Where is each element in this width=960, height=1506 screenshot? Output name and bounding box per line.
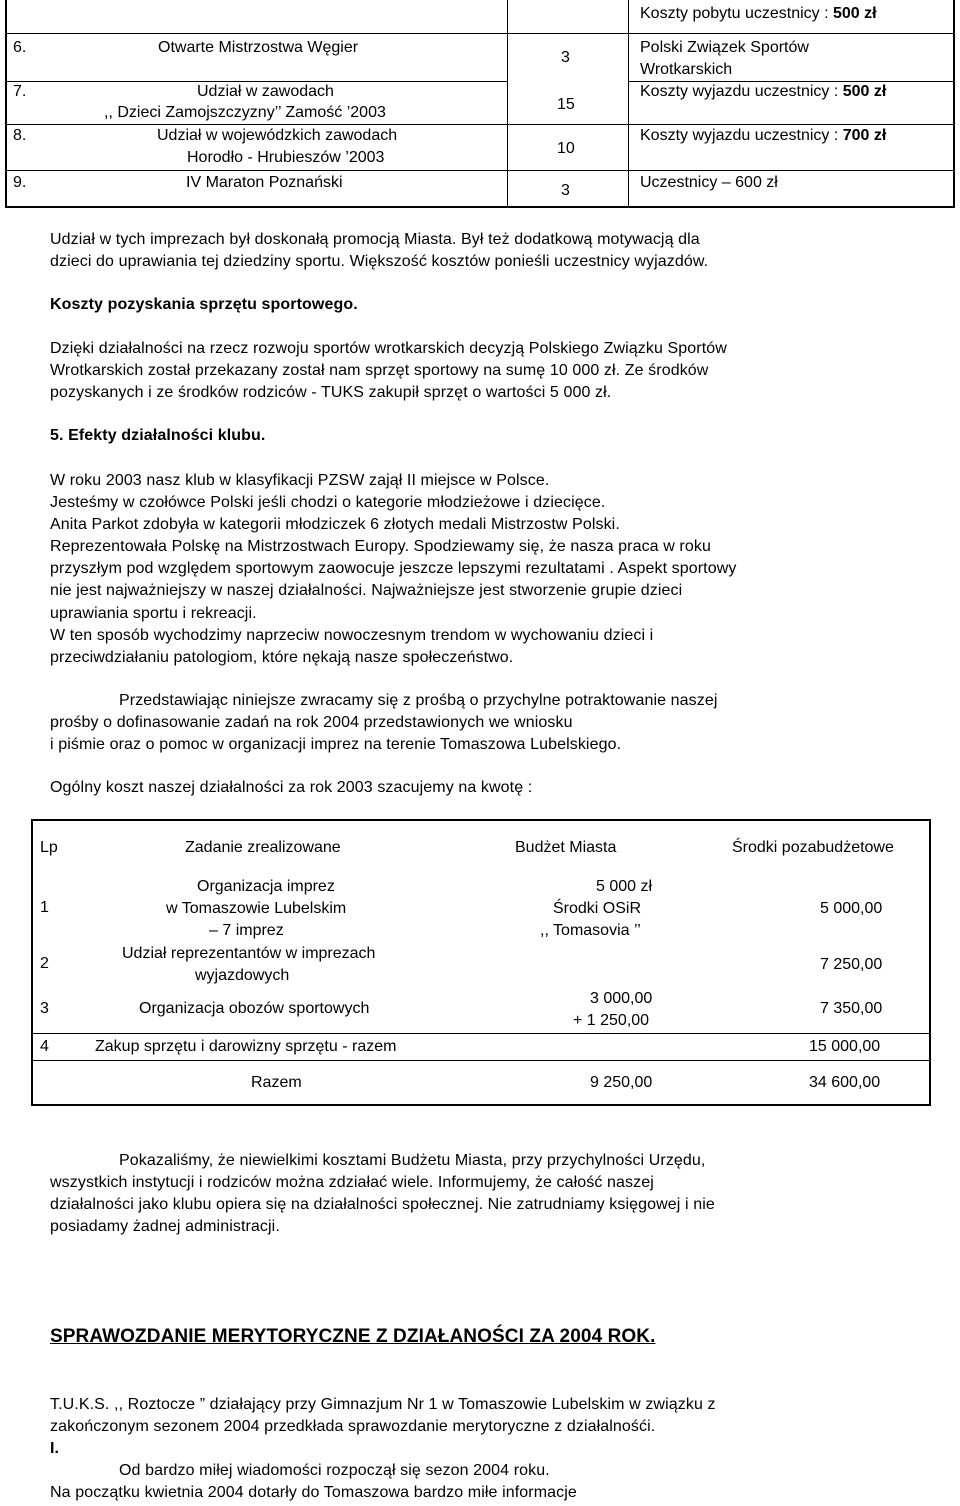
- para3-line: przyszłym pod względem sportowym zaowocuje jeszcze lepszymi rezultatami . Aspekt sportowy: [50, 560, 737, 577]
- row7-num: 7.: [13, 83, 27, 100]
- cost-intro: Ogólny koszt naszej działalności za rok 2003 szacujemy na kwotę :: [50, 779, 533, 796]
- row7-note: Koszty wyjazdu uczestnicy : 500 zł: [640, 83, 887, 100]
- para5-line2: wszystkich instytucji i rodziców można zdziałać wiele. Informujemy, że całość naszej: [50, 1174, 654, 1191]
- r4-lp: 4: [40, 1038, 49, 1055]
- para5-line4: posiadamy żadnej administracji.: [50, 1218, 280, 1235]
- para3-line: W roku 2003 nasz klub w klasyfikacji PZSW zajął II miejsce w Polsce.: [50, 472, 550, 489]
- para3-line: W ten sposób wychodzimy naprzeciw nowoczesnym trendom w wychowaniu dzieci i: [50, 627, 654, 644]
- row6-count: 3: [561, 49, 570, 66]
- r1-task3: – 7 imprez: [209, 922, 284, 939]
- para3-line: uprawiania sportu i rekreacji.: [50, 605, 257, 622]
- row6-note2: Wrotkarskich: [640, 61, 733, 78]
- row9-count: 3: [561, 182, 570, 199]
- heading-equipment: Koszty pozyskania sprzętu sportowego.: [50, 296, 358, 313]
- para3-line: przeciwdziałaniu patologiom, które nękają nasze społeczeństwo.: [50, 649, 514, 666]
- r3-task: Organizacja obozów sportowych: [139, 1000, 370, 1017]
- r2-other: 7 250,00: [820, 956, 883, 973]
- row7-name2: ,, Dzieci Zamojszczyzny’’ Zamość ’2003: [104, 104, 386, 121]
- para4-line3: i piśmie oraz o pomoc w organizacji imprez na terenie Tomaszowa Lubelskiego.: [50, 736, 622, 753]
- header-lp: Lp: [40, 839, 58, 856]
- row7-name1: Udział w zawodach: [197, 83, 334, 100]
- row9-note: Uczestnicy – 600 zł: [640, 174, 778, 191]
- para3-line: Reprezentowała Polskę na Mistrzostwach Europy. Spodziewamy się, że nasza praca w roku: [50, 538, 711, 555]
- r2-task1: Udział reprezentantów w imprezach: [122, 945, 376, 962]
- row6-note1: Polski Związek Sportów: [640, 39, 809, 56]
- para3-line: nie jest najważniejszy w naszej działalności. Najważniejsze jest stworzenie grupie dzieci: [50, 582, 683, 599]
- report-title: SPRAWOZDANIE MERYTORYCZNE Z DZIAŁANOŚCI ZA 2004 ROK.: [50, 1326, 656, 1347]
- r1-task2: w Tomaszowie Lubelskim: [166, 900, 347, 917]
- total-other: 34 600,00: [809, 1074, 881, 1091]
- row7-count: 15: [557, 96, 575, 113]
- para6-line4: Od bardzo miłej wiadomości rozpoczął się sezon 2004 roku.: [119, 1462, 550, 1479]
- row9-name: IV Maraton Poznański: [186, 174, 343, 191]
- para6-line3: I.: [50, 1440, 60, 1457]
- r1-lp: 1: [40, 899, 49, 916]
- para6-line5: Na początku kwietnia 2004 dotarły do Tomaszowa bardzo miłe informacje: [50, 1484, 577, 1501]
- row8-note: Koszty wyjazdu uczestnicy : 700 zł: [640, 127, 887, 144]
- row6-num: 6.: [13, 39, 27, 56]
- r3-city1: 3 000,00: [590, 990, 653, 1007]
- para6-line2: zakończonym sezonem 2004 przedkłada sprawozdanie merytoryczne z działalnośći.: [50, 1418, 656, 1435]
- r1-city1: 5 000 zł: [596, 878, 653, 895]
- total-city: 9 250,00: [590, 1074, 653, 1091]
- para4-line1: Przedstawiając niniejsze zwracamy się z prośbą o przychylne potraktowanie naszej: [119, 692, 718, 709]
- r3-other: 7 350,00: [820, 1000, 883, 1017]
- header-other: Środki pozabudżetowe: [732, 839, 894, 856]
- row6-name: Otwarte Mistrzostwa Węgier: [158, 39, 359, 56]
- para4-line2: prośby o dofinasowanie zadań na rok 2004 przedstawionych we wniosku: [50, 714, 573, 731]
- r4-other: 15 000,00: [809, 1038, 881, 1055]
- para3-line: Jesteśmy w czołówce Polski jeśli chodzi o kategorie młodzieżowe i dziecięce.: [50, 494, 606, 511]
- para3-line: Anita Parkot zdobyła w kategorii młodziczek 6 złotych medali Mistrzostw Polski.: [50, 516, 620, 533]
- para1-line1: Udział w tych imprezach był doskonałą promocją Miasta. Był też dodatkową motywacją dla: [50, 231, 700, 248]
- total-label: Razem: [251, 1074, 302, 1091]
- r1-city3: ,, Tomasovia ’’: [540, 922, 641, 939]
- row9-num: 9.: [13, 174, 27, 191]
- r3-lp: 3: [40, 1000, 49, 1017]
- para2-line1: Dzięki działalności na rzecz rozwoju sportów wrotkarskich decyzją Polskiego Związku Sportów: [50, 340, 727, 357]
- r2-task2: wyjazdowych: [195, 967, 290, 984]
- r1-other: 5 000,00: [820, 900, 883, 917]
- heading-effects: 5. Efekty działalności klubu.: [50, 427, 266, 444]
- row0-cost: Koszty pobytu uczestnicy : 500 zł: [640, 5, 877, 22]
- header-city: Budżet Miasta: [515, 839, 617, 856]
- para2-line3: pozyskanych i ze środków rodziców - TUKS zakupił sprzęt o wartości 5 000 zł.: [50, 384, 612, 401]
- r1-city2: Środki OSiR: [553, 900, 642, 917]
- para1-line2: dzieci do uprawiania tej dziedziny sportu. Większość kosztów ponieśli uczestnicy wyjazdów.: [50, 253, 709, 270]
- row8-num: 8.: [13, 127, 27, 144]
- para6-line1: T.U.K.S. ,, Roztocze ” działający przy Gimnazjum Nr 1 w Tomaszowie Lubelskim w związku z: [50, 1396, 716, 1413]
- row8-name1: Udział w wojewódzkich zawodach: [157, 127, 398, 144]
- row8-name2: Horodło - Hrubieszów ’2003: [187, 149, 385, 166]
- row8-count: 10: [557, 140, 575, 157]
- header-task: Zadanie zrealizowane: [185, 839, 341, 856]
- r2-lp: 2: [40, 955, 49, 972]
- para2-line2: Wrotkarskich został przekazany został nam sprzęt sportowy na sumę 10 000 zł. Ze środków: [50, 362, 709, 379]
- para5-line1: Pokazaliśmy, że niewielkimi kosztami Budżetu Miasta, przy przychylności Urzędu,: [119, 1152, 706, 1169]
- r4-task: Zakup sprzętu i darowizny sprzętu - razem: [95, 1038, 397, 1055]
- r1-task1: Organizacja imprez: [197, 878, 335, 895]
- r3-city2: + 1 250,00: [573, 1012, 650, 1029]
- para5-line3: działalności jako klubu opiera się na działalności społecznej. Nie zatrudniamy księgowej i nie: [50, 1196, 715, 1213]
